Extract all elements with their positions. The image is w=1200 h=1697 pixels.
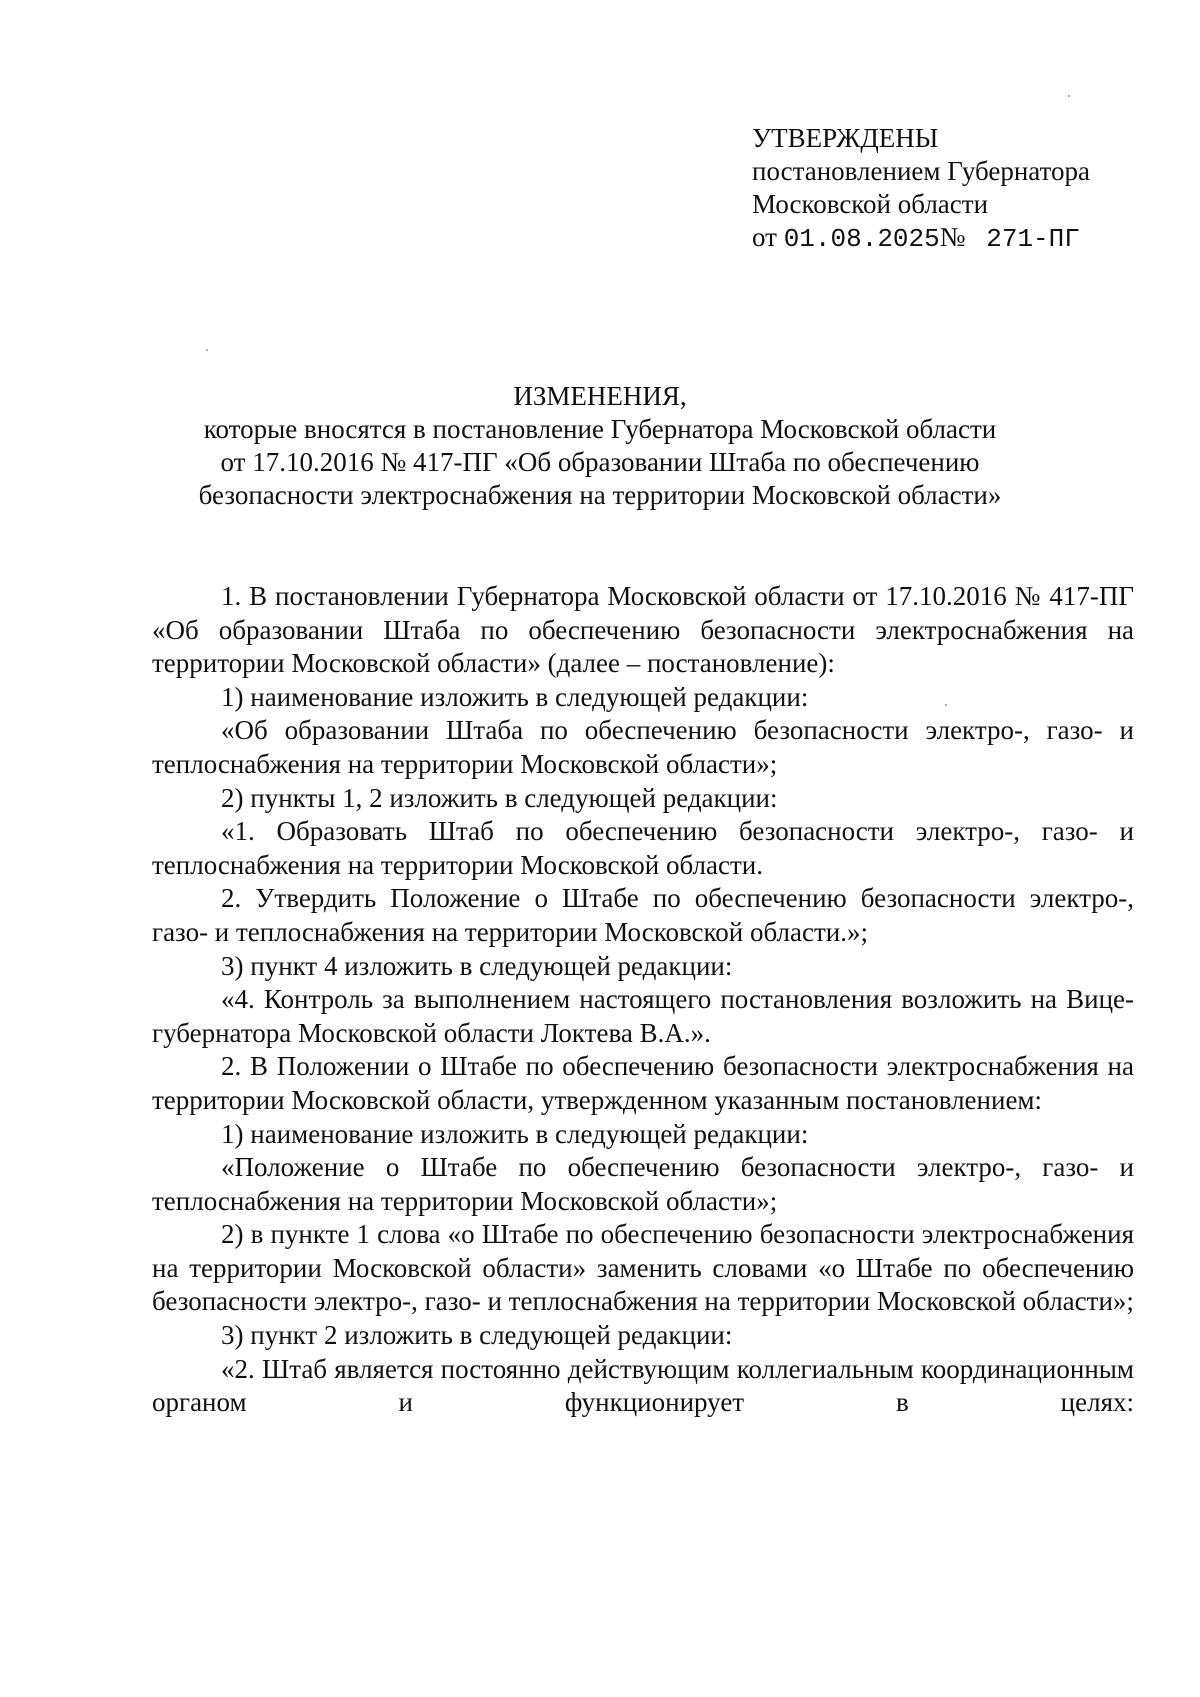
paragraph: 1. В постановлении Губернатора Московской области от 17.10.2016 № 417-ПГ «Об образовании Штаба по обеспечению безопасности электроснабжения на территории Московской области» (далее – постановление):: [152, 581, 1134, 679]
approval-date-prefix: от: [752, 222, 777, 252]
approval-title: УТВЕРЖДЕНЫ: [752, 123, 939, 153]
paragraph: 1) наименование изложить в следующей редакции:: [221, 1118, 809, 1149]
paragraph: 1) наименование изложить в следующей редакции:: [221, 681, 809, 712]
paragraph: 2. В Положении о Штабе по обеспечению безопасности электроснабжения на территории Московской области, утвержденном указанным постановлением:: [152, 1051, 1134, 1115]
approval-line-2: Московской области: [752, 189, 989, 219]
paragraph: «1. Образовать Штаб по обеспечению безопасности электро-, газо- и теплоснабжения на территории Московской области.: [152, 816, 1134, 880]
document-heading: [180, 380, 1020, 512]
approval-line-1: постановлением Губернатора: [752, 156, 1090, 186]
approval-number: 271-ПГ: [986, 224, 1080, 254]
paragraph: 2. Утвердить Положение о Штабе по обеспечению безопасности электро-, газо- и теплоснабжения на территории Московской области.»;: [152, 883, 1134, 947]
paragraph: «2. Штаб является постоянно действующим коллегиальным координационным органом и функционирует в целях:: [152, 1353, 1134, 1418]
approval-date: 01.08.2025: [783, 224, 940, 254]
paragraph: 3) пункт 4 изложить в следующей редакции:: [221, 950, 733, 981]
paragraph: 2) пункты 1, 2 изложить в следующей редакции:: [221, 782, 778, 813]
approval-date-line: [752, 221, 1090, 256]
heading-title: ИЗМЕНЕНИЯ,: [513, 381, 687, 411]
approval-number-sign: №: [939, 222, 966, 252]
paragraph: «Положение о Штабе по обеспечению безопасности электро-, газо- и теплоснабжения на территории Московской области»;: [152, 1152, 1134, 1216]
scan-speck: [1068, 95, 1070, 97]
scan-speck: [206, 349, 208, 351]
paragraph: «Об образовании Штаба по обеспечению безопасности электро-, газо- и теплоснабжения на территории Московской области»;: [152, 715, 1134, 779]
heading-line-2: от 17.10.2016 № 417-ПГ «Об образовании Штаба по обеспечению: [220, 447, 980, 477]
heading-line-1: которые вносятся в постановление Губернатора Московской области: [203, 414, 997, 444]
scan-speck: [945, 704, 947, 706]
document-body: [152, 580, 1134, 1420]
approval-stamp: [752, 122, 1090, 256]
paragraph: «4. Контроль за выполнением настоящего постановления возложить на Вице-губернатора Московской области Локтева В.А.».: [152, 984, 1134, 1048]
paragraph: 2) в пункте 1 слова «о Штабе по обеспечению безопасности электроснабжения на территории Московской области» заменить словами «о Штабе по обеспечению безопасности электро-, газо- и теплоснабжения на территории Московской области»;: [152, 1219, 1134, 1317]
paragraph: 3) пункт 2 изложить в следующей редакции:: [221, 1320, 733, 1351]
heading-line-3: безопасности электроснабжения на территории Московской области»: [198, 480, 1002, 510]
